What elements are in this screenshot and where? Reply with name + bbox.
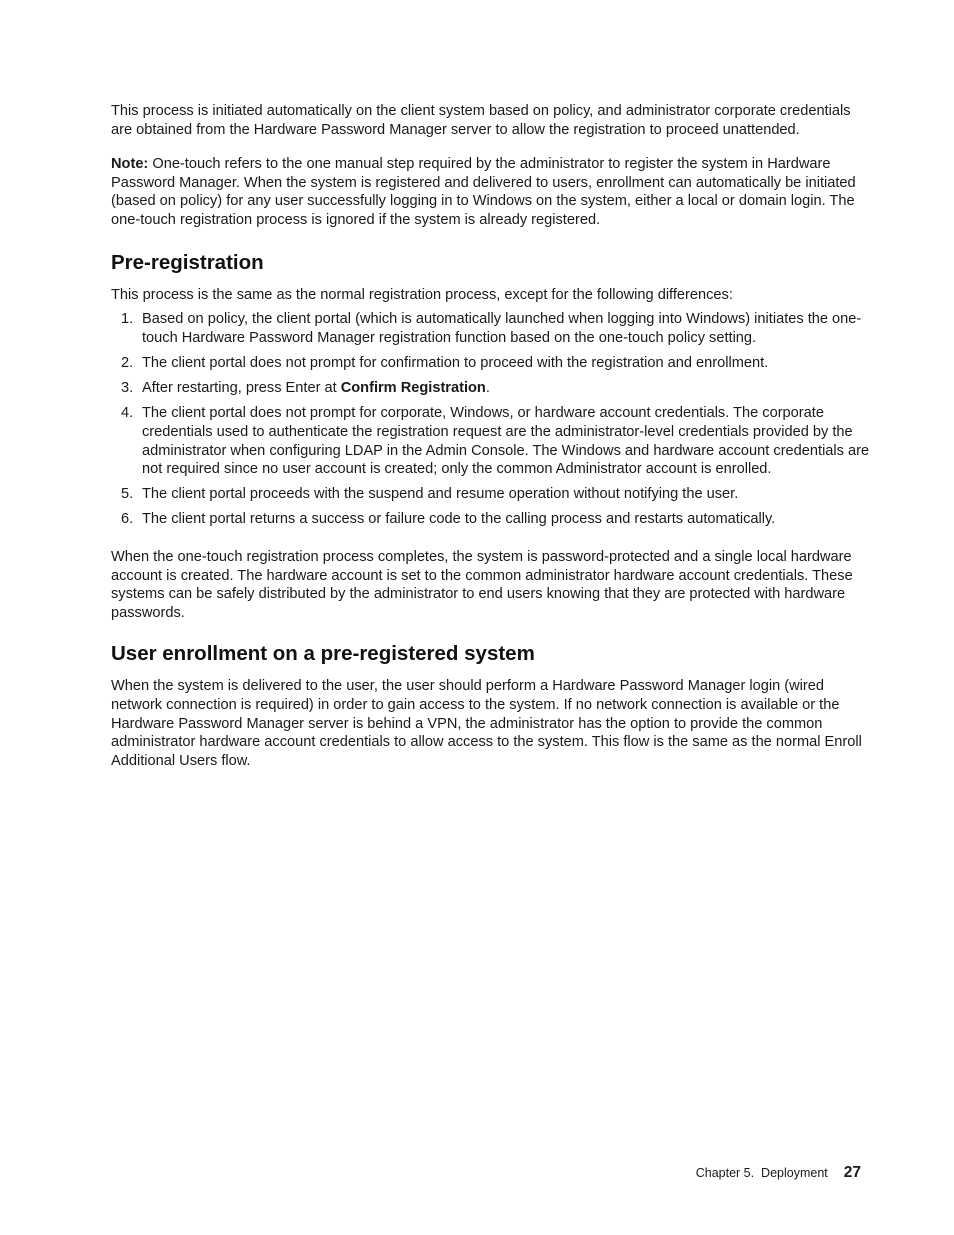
note-paragraph — [111, 155, 871, 229]
step-text: The client portal does not prompt for confirmation to proceed with the registration and enrollment. — [142, 354, 769, 371]
step-text-after: . — [485, 380, 490, 397]
enrollment-heading: User enrollment on a pre-registered system — [111, 642, 535, 666]
step-text: The client portal proceeds with the suspend and resume operation without notifying the user. — [142, 486, 739, 503]
step-item — [111, 310, 871, 347]
step-text: The client portal returns a success or failure code to the calling process and restarts automatically. — [142, 511, 776, 528]
step-item — [111, 379, 871, 398]
step-number: 2. — [121, 354, 134, 371]
preregistration-intro: This process is the same as the normal registration process, except for the following differences: — [111, 286, 733, 303]
step-text: The client portal does not prompt for corporate, Windows, or hardware account credentials. The corporate credentials used to authenticate the registration request are the administrator-level credentials provided by the administrator when configuring LDAP in the Admin Console. The Windows and hardware account credentials are not required since no user account is created; only the common Administrator account is enrolled. — [142, 405, 870, 478]
step-item — [111, 354, 871, 373]
step-text-before: After restarting, press Enter at — [142, 380, 341, 397]
confirm-registration-label: Confirm Registration — [340, 380, 486, 397]
step-item — [111, 485, 871, 504]
page-number: 27 — [843, 1164, 861, 1181]
page-content — [111, 102, 871, 770]
footer-chapter: Chapter 5. Deployment — [695, 1166, 828, 1180]
step-number: 1. — [121, 311, 134, 328]
step-item — [111, 404, 871, 478]
page-footer — [696, 1163, 861, 1183]
step-text: Based on policy, the client portal (which is automatically launched when logging into Windows) initiates the one-touch Hardware Password Manager registration function based on the one-touch policy setting. — [142, 311, 862, 346]
step-number: 6. — [121, 511, 134, 528]
step-number: 5. — [121, 486, 134, 503]
note-text: One-touch refers to the one manual step required by the administrator to register the system in Hardware Password Manager. When the system is registered and delivered to users, enrollment can automatically be initiated (based on policy) for any user successfully logging in to Windows on the system, either a local or domain login. The one-touch registration process is ignored if the system is already registered. — [111, 156, 856, 228]
preregistration-heading: Pre-registration — [111, 250, 264, 274]
intro-paragraph: This process is initiated automatically on the client system based on policy, and administrator corporate credentials are obtained from the Hardware Password Manager server to allow the registration to proceed unattended. — [111, 103, 851, 138]
note-label: Note: — [111, 156, 149, 173]
preregistration-closing: When the one-touch registration process completes, the system is password-protected and a single local hardware account is created. The hardware account is set to the common administrator hardware account credentials. These systems can be safely distributed by the administrator to end users knowing that they are protected with hardware passwords. — [111, 549, 853, 621]
step-number: 3. — [121, 380, 134, 397]
enrollment-paragraph: When the system is delivered to the user, the user should perform a Hardware Password Manager login (wired network connection is required) in order to gain access to the system. If no network connection is available or the Hardware Password Manager server is behind a VPN, the administrator has the option to provide the common administrator hardware account credentials to allow access to the system. This flow is the same as the normal Enroll Additional Users flow. — [111, 678, 862, 769]
step-number: 4. — [121, 405, 134, 422]
step-item — [111, 510, 871, 529]
preregistration-steps — [111, 310, 871, 529]
